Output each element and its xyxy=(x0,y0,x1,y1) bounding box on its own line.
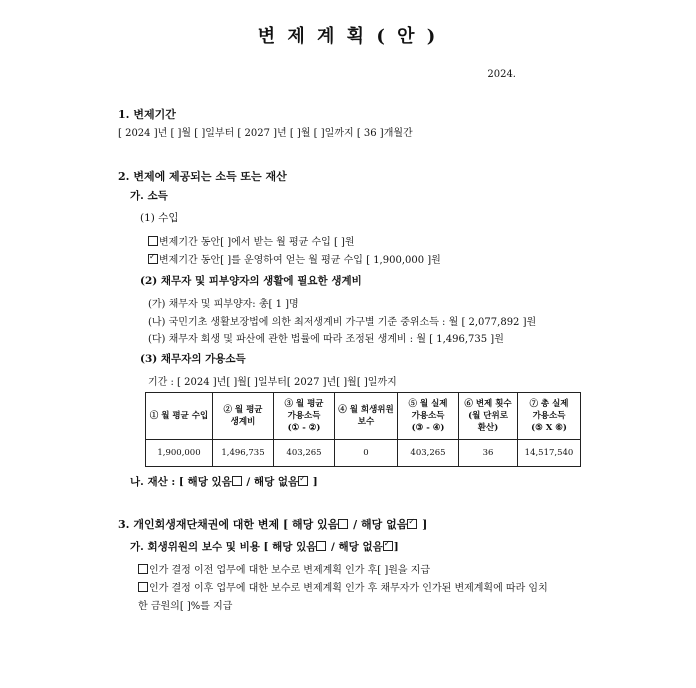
table-header-cell: ③ 월 평균 가용소득 (① - ②) xyxy=(274,393,335,440)
income-salary-checkbox[interactable] xyxy=(148,236,158,246)
property-no-checkbox[interactable] xyxy=(298,476,308,486)
fee-option-after: 인가 결정 이후 업무에 대한 보수로 변제계획 인가 후 채무자가 인가된 변제계획에 따라 임치 xyxy=(138,579,548,594)
disposable-income-heading: (3) 채무자의 가용소득 xyxy=(140,353,246,365)
table-header-cell: ④ 월 회생위원 보수 xyxy=(335,393,398,440)
table-cell: 403,265 xyxy=(274,440,335,467)
fee-before-checkbox[interactable] xyxy=(138,564,148,574)
table-cell: 0 xyxy=(335,440,398,467)
fee-option-after-continued: 한 금원의[ ]%를 지급 xyxy=(138,601,233,612)
document-date: 2024. xyxy=(487,69,516,80)
income-heading: 가. 소득 xyxy=(130,190,168,202)
table-header-cell: ② 월 평균 생계비 xyxy=(213,393,274,440)
fee-after-checkbox[interactable] xyxy=(138,582,148,592)
table-cell: 14,517,540 xyxy=(518,440,581,467)
table-header-row xyxy=(146,393,581,440)
document-title: 변 제 계 획 ( 안 ) xyxy=(257,26,439,47)
table-cell: 36 xyxy=(459,440,518,467)
property-yes-checkbox[interactable] xyxy=(232,476,242,486)
median-income-line: (나) 국민기초 생활보장법에 의한 최저생계비 가구별 기준 중위소득 : 월 [ 2,077,892 ]원 xyxy=(148,317,537,328)
section1-heading: 1. 변제기간 xyxy=(118,108,176,121)
commissioner-fee-yes-checkbox[interactable] xyxy=(316,541,326,551)
disposable-income-table xyxy=(145,392,581,467)
table-cell: 1,900,000 xyxy=(146,440,213,467)
commissioner-fee-no-checkbox[interactable] xyxy=(383,541,393,551)
estate-claim-yes-checkbox[interactable] xyxy=(338,519,348,529)
table-header-cell: ⑦ 총 실제 가용소득 (⑤ X ⑥) xyxy=(518,393,581,440)
disposable-period-line: 기간 : [ 2024 ]년[ ]월[ ]일부터[ 2027 ]년[ ]월[ ]일까지 xyxy=(148,377,397,388)
income-option-salary: 변제기간 동안[ ]에서 받는 월 평균 수입 [ ]원 xyxy=(148,233,355,248)
living-cost-heading: (2) 채무자 및 피부양자의 생활에 필요한 생계비 xyxy=(140,275,362,287)
table-cell: 1,496,735 xyxy=(213,440,274,467)
table-row xyxy=(146,440,581,467)
table-header-cell: ⑤ 월 실제 가용소득 (③ - ④) xyxy=(398,393,459,440)
table-header-cell: ⑥ 변제 횟수 (월 단위로 환산) xyxy=(459,393,518,440)
estate-claim-no-checkbox[interactable] xyxy=(407,519,417,529)
fee-option-before: 인가 결정 이전 업무에 대한 보수로 변제계획 인가 후[ ]원을 지급 xyxy=(138,561,430,576)
section2-heading: 2. 변제에 제공되는 소득 또는 재산 xyxy=(118,170,287,183)
adjusted-living-cost-line: (다) 채무자 회생 및 파산에 관한 법률에 따라 조정된 생계비 : 월 [ 1,496,735 ]원 xyxy=(148,334,504,345)
table-cell: 403,265 xyxy=(398,440,459,467)
table-header-cell: ① 월 평균 수입 xyxy=(146,393,213,440)
section3-heading: 3. 개인회생재단채권에 대한 변제 [ 해당 있음 / 해당 없음✓ ] xyxy=(118,516,427,532)
commissioner-fee-heading: 가. 회생위원의 보수 및 비용 [ 해당 있음 / 해당 없음✓ ] xyxy=(130,539,399,554)
repayment-period: [ 2024 ]년 [ ]월 [ ]일부터 [ 2027 ]년 [ ]월 [ ]일까지 [ 36 ]개월간 xyxy=(118,128,413,139)
revenue-heading: (1) 수입 xyxy=(140,212,179,224)
dependents-line: (가) 채무자 및 피부양자: 총[ 1 ]명 xyxy=(148,299,299,310)
income-business-checkbox[interactable] xyxy=(148,254,158,264)
income-option-business: ✓변제기간 동안[ ]를 운영하여 얻는 월 평균 수입 [ 1,900,000 ]원 xyxy=(148,251,441,266)
property-line: 나. 재산 : [ 해당 있음 / 해당 없음✓ ] xyxy=(130,474,318,489)
